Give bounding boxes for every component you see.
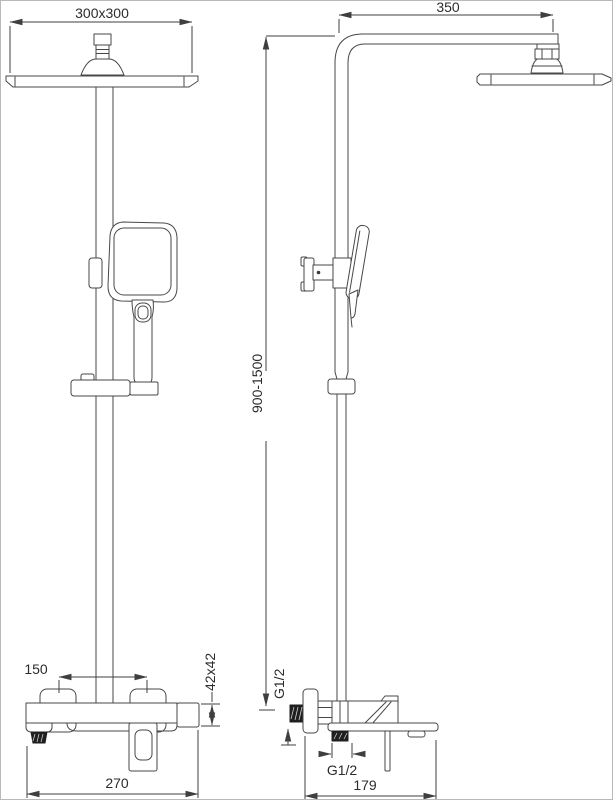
bracket-screw xyxy=(317,271,321,275)
bracket-arm xyxy=(313,265,333,280)
wall-bracket-side xyxy=(301,257,351,291)
hand-shower-front xyxy=(108,222,177,384)
dim-label-depth: 179 xyxy=(353,777,377,793)
hand-shower-head xyxy=(108,222,177,302)
handle-pivot-side xyxy=(381,696,398,701)
joint-flange xyxy=(537,44,559,49)
dim-label-height-range: 900-1500 xyxy=(249,353,265,413)
spout-aerator xyxy=(31,732,47,743)
dim-label-outlet-thread: G1/2 xyxy=(326,762,358,778)
dim-270 xyxy=(27,730,198,798)
head-plate-side xyxy=(477,74,611,85)
spout-tip-side xyxy=(408,731,425,737)
front-view xyxy=(6,5,220,798)
mixer-side xyxy=(290,689,438,771)
dim-label-body-section: 42x42 xyxy=(202,652,218,691)
mixer-body xyxy=(26,703,177,723)
spout xyxy=(26,723,52,732)
dim-350 xyxy=(339,1,553,33)
dim-900-1500 xyxy=(249,36,335,706)
connection-nut xyxy=(318,701,332,724)
slider-lock-tab xyxy=(89,258,102,288)
hand-shower-handle-side xyxy=(349,290,358,318)
riser-pipe-side xyxy=(328,379,355,701)
head-mount xyxy=(81,59,124,75)
dim-label-inlet-thread: G1/2 xyxy=(271,668,287,699)
side-view xyxy=(249,1,611,800)
joint-nut xyxy=(535,49,559,59)
shower-arm-side xyxy=(335,34,558,379)
dim-179 xyxy=(305,736,436,800)
outlet-thread-annotation xyxy=(319,743,365,778)
dim-label-body-width: 270 xyxy=(105,775,129,791)
mixer-body-side xyxy=(332,701,398,724)
mixer-handle-side xyxy=(385,731,390,771)
mixer-body-end-block xyxy=(177,703,199,727)
dim-label-valve-centers: 150 xyxy=(24,661,48,677)
hand-shower-side xyxy=(345,225,370,327)
shower-system-technical-drawing xyxy=(1,1,613,800)
handle-holder-cup xyxy=(130,382,158,395)
dim-150 xyxy=(24,661,147,693)
escutcheon-side xyxy=(303,689,318,733)
dim-label-head-size: 300x300 xyxy=(75,5,129,21)
rain-shower-head-front xyxy=(6,34,198,87)
rain-shower-head-side xyxy=(477,44,611,85)
spout-side xyxy=(328,723,438,731)
head-plate xyxy=(6,76,198,87)
adjuster-collar xyxy=(328,379,355,394)
dim-label-arm-length: 350 xyxy=(436,1,460,15)
dim-42x42 xyxy=(201,653,220,726)
